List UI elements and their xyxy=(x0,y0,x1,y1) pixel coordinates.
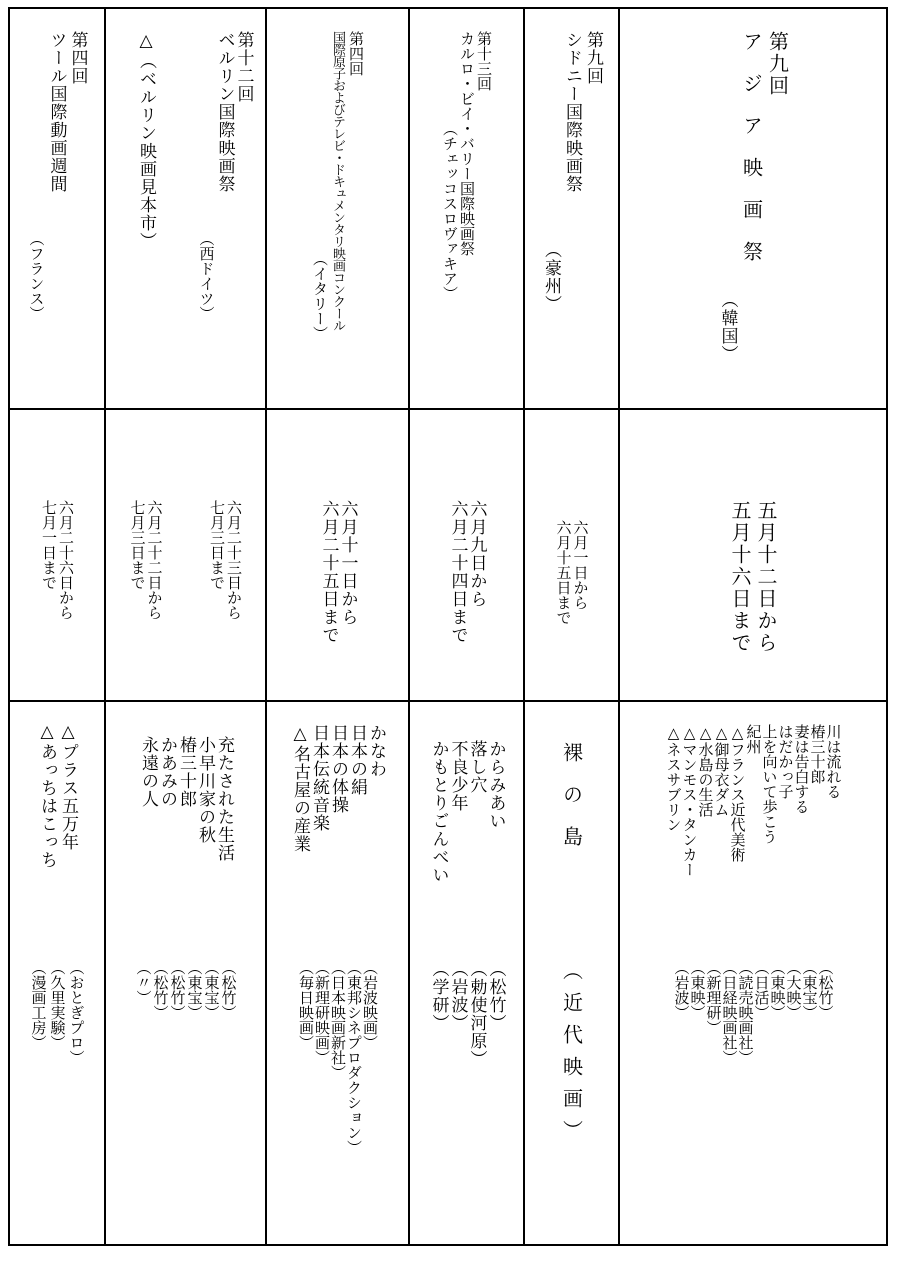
event-asia-festival xyxy=(620,9,886,408)
work-title: 小早川家の秋 xyxy=(195,736,215,844)
company-name: （読売映画社） xyxy=(736,960,755,1065)
dates-asia-festival xyxy=(620,410,886,700)
date-start: 六月二十二日から xyxy=(145,500,164,620)
work-title: かあみの xyxy=(157,736,177,808)
company-name: （松竹） xyxy=(816,960,835,1020)
company-name: （松竹） xyxy=(151,960,170,1020)
company-name: （学研） xyxy=(428,960,449,1032)
works-berlin-festival xyxy=(106,702,265,1244)
event-title-line: 第十三回 xyxy=(475,31,493,91)
company-name: （新理研） xyxy=(704,960,723,1035)
works-italy-documentary-contest xyxy=(267,702,408,1244)
date-end: 五月十六日まで xyxy=(728,500,752,654)
work-title: 裸の島 xyxy=(559,742,584,868)
company-name: （日活） xyxy=(752,960,771,1020)
event-country: （イタリー） xyxy=(311,251,329,341)
work-title: △ネスサブリン xyxy=(664,724,683,832)
work-title: △プラス五万年 xyxy=(58,722,78,851)
event-title-line: アジア映画祭 xyxy=(739,31,764,283)
date-end: 六月二十四日まで xyxy=(447,500,468,644)
work-title: 日本の体操 xyxy=(328,724,348,814)
event-berlin-festival xyxy=(185,9,265,408)
work-title: 椿三十郎 xyxy=(808,724,827,784)
dates-berlin-market xyxy=(106,410,185,700)
work-title: かなわ xyxy=(366,724,386,778)
event-title-line: 国際原子およびテレビ・ドキュメンタリ映画コンクール xyxy=(330,31,345,331)
work-title: △マンモス・タンカー xyxy=(680,724,699,877)
company-name: （勅使河原） xyxy=(466,960,487,1068)
work-title: はだかっ子 xyxy=(776,724,795,799)
company-name: （松竹） xyxy=(219,960,238,1020)
company-name: （新理研映画） xyxy=(313,960,331,1065)
event-title-line: 第十二回 xyxy=(233,31,254,103)
event-country: （西ドイツ） xyxy=(197,231,216,321)
company-name: （東邦シネプロダクション） xyxy=(345,960,363,1155)
event-berlin-market xyxy=(106,9,185,408)
event-title-line: 第九回 xyxy=(765,31,790,97)
date-end: 七月一日まで xyxy=(40,500,58,590)
company-name: （大映） xyxy=(784,960,803,1020)
work-title: 日本伝統音楽 xyxy=(309,724,329,832)
work-title: からみあい xyxy=(485,740,506,830)
event-country: （豪州） xyxy=(541,241,561,313)
company-name: （東宝） xyxy=(800,960,819,1020)
event-country: （フランス） xyxy=(27,231,46,321)
date-start: 六月二十六日から xyxy=(57,500,75,620)
date-end: 六月二十五日まで xyxy=(318,500,339,644)
event-title-line: シドニー国際映画祭 xyxy=(562,31,582,193)
event-title-line: カルロ・ビイ・バリー国際映画祭 xyxy=(458,31,476,256)
company-name: （近代映画） xyxy=(559,960,584,1152)
company-name: （日本映画新社） xyxy=(329,960,347,1080)
event-title-line: ベルリン国際映画祭 xyxy=(214,31,235,193)
company-name: （漫画工房） xyxy=(29,960,48,1050)
work-title: 不良少年 xyxy=(447,740,468,812)
event-title-line: 第四回 xyxy=(347,31,365,76)
company-name: （岩波） xyxy=(447,960,468,1032)
company-name: （岩波映画） xyxy=(361,960,379,1050)
works-sydney-festival xyxy=(525,702,618,1244)
date-start: 五月十二日から xyxy=(754,500,778,654)
work-title: 充たされた生活 xyxy=(214,736,234,862)
work-title: 椿三十郎 xyxy=(176,736,196,808)
company-name: （松竹） xyxy=(485,960,506,1032)
event-title-line: 第九回 xyxy=(583,31,603,85)
works-tours-animation-week xyxy=(10,702,104,1244)
company-name: （岩波） xyxy=(672,960,691,1020)
company-name: （松竹） xyxy=(168,960,187,1020)
work-title: 妻は告白する xyxy=(792,724,811,814)
event-title-line: △（ベルリン映画見本市） xyxy=(136,31,156,250)
event-country: （チェッコスロヴァキア） xyxy=(441,121,459,301)
company-name: （東宝） xyxy=(185,960,204,1020)
event-country: （韓国） xyxy=(717,291,738,363)
date-end: 七月三日まで xyxy=(128,500,147,590)
event-tours-animation-week xyxy=(10,9,104,408)
company-name: （毎日映画） xyxy=(297,960,315,1050)
date-start: 六月九日から xyxy=(466,500,487,608)
company-name: （久里実験） xyxy=(48,960,67,1050)
rule-bottom xyxy=(8,1244,888,1246)
works-karlovy-vary-festival xyxy=(410,702,523,1244)
work-title: △フランス近代美術 xyxy=(728,724,747,862)
work-title: 日本の絹 xyxy=(347,724,367,796)
dates-karlovy-vary-festival xyxy=(410,410,523,700)
work-title: 紀州 xyxy=(744,724,763,754)
event-italy-documentary-contest xyxy=(267,9,408,408)
event-karlovy-vary-festival xyxy=(410,9,523,408)
works-asia-festival xyxy=(620,702,886,1244)
dates-tours-animation-week xyxy=(10,410,104,700)
work-title: △水島の生活 xyxy=(696,724,715,817)
work-title: △名古屋の産業 xyxy=(290,724,310,853)
work-title: △あっちはこっち xyxy=(37,722,57,869)
company-name: （東宝） xyxy=(202,960,221,1020)
work-title: かもとりごんべい xyxy=(428,740,449,884)
date-start: 六月二十三日から xyxy=(225,500,243,620)
dates-sydney-festival xyxy=(525,410,618,700)
company-name: （東映） xyxy=(768,960,787,1020)
work-title: 永遠の人 xyxy=(138,736,158,808)
date-end: 六月十五日まで xyxy=(554,520,573,625)
dates-italy-documentary-contest xyxy=(267,410,408,700)
event-title-line: ツール国際動画週間 xyxy=(46,31,67,193)
work-title: 川は流れる xyxy=(824,724,843,799)
dates-berlin-festival xyxy=(185,410,265,700)
company-name: （おとぎプロ） xyxy=(67,960,86,1065)
work-title: 落し穴 xyxy=(466,740,487,794)
date-start: 六月十一日から xyxy=(337,500,358,626)
work-title: 上を向いて歩こう xyxy=(760,724,779,844)
event-title-line: 第四回 xyxy=(67,31,88,85)
event-sydney-festival xyxy=(525,9,618,408)
date-end: 七月三日まで xyxy=(208,500,226,590)
date-start: 六月一日から xyxy=(571,520,590,610)
company-name: （東映） xyxy=(688,960,707,1020)
rule-col-edge-right xyxy=(886,7,888,1246)
company-name: （日経映画社） xyxy=(720,960,739,1065)
company-name: （〃） xyxy=(134,960,153,1005)
work-title: △御母衣ダム xyxy=(712,724,731,817)
